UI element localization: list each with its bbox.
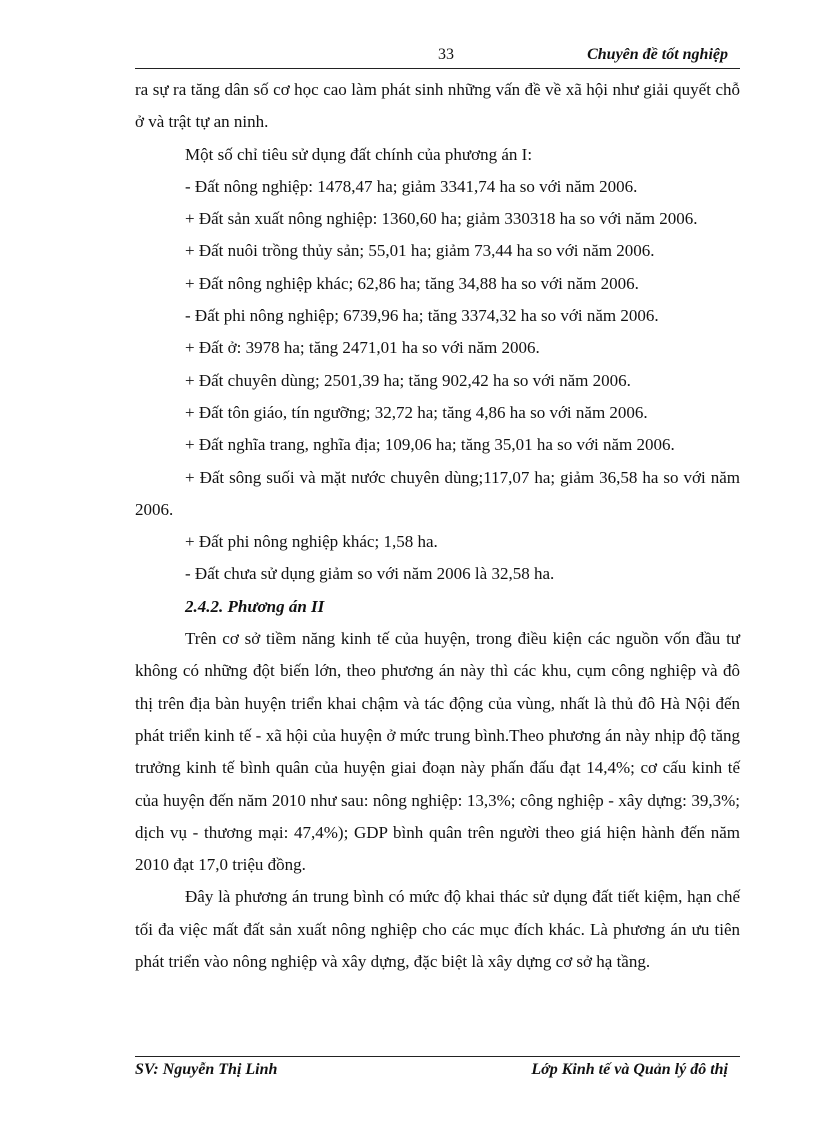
list-item: + Đất nuôi trồng thủy sản; 55,01 ha; giảm 73,44 ha so với năm 2006. (185, 241, 655, 261)
paragraph: ra sự ra tăng dân số cơ học cao làm phát sinh những vấn đề về xã hội như giải quyết chỗ ở và trật tự an ninh. (135, 80, 740, 132)
section-heading: 2.4.2. Phương án II (185, 596, 325, 616)
page-footer (135, 1056, 740, 1083)
list-item: + Đất sông suối và mặt nước chuyên dùng;117,07 ha; giảm 36,58 ha so với năm 2006. (135, 467, 740, 519)
paragraph: Một số chỉ tiêu sử dụng đất chính của phương án I: (185, 144, 533, 164)
page-header (135, 42, 740, 69)
list-item: + Đất chuyên dùng; 2501,39 ha; tăng 902,42 ha so với năm 2006. (185, 370, 631, 390)
header-title: Chuyên đề tốt nghiệp (587, 46, 728, 63)
list-item: + Đất nông nghiệp khác; 62,86 ha; tăng 34,88 ha so với năm 2006. (185, 273, 639, 293)
page-number: 33 (438, 46, 454, 63)
footer-class: Lớp Kinh tế và Quản lý đô thị (531, 1061, 728, 1078)
list-item: + Đất tôn giáo, tín ngưỡng; 32,72 ha; tăng 4,86 ha so với năm 2006. (185, 402, 648, 422)
list-item: + Đất sản xuất nông nghiệp: 1360,60 ha; giảm 330318 ha so với năm 2006. (185, 209, 698, 229)
list-item: + Đất nghĩa trang, nghĩa địa; 109,06 ha; tăng 35,01 ha so với năm 2006. (185, 435, 675, 455)
list-item: + Đất phi nông nghiệp khác; 1,58 ha. (185, 532, 438, 552)
list-item: - Đất chưa sử dụng giảm so với năm 2006 là 32,58 ha. (185, 564, 555, 584)
list-item: - Đất phi nông nghiệp; 6739,96 ha; tăng 3374,32 ha so với năm 2006. (185, 306, 659, 326)
footer-student: SV: Nguyễn Thị Linh (135, 1061, 278, 1078)
paragraph: Đây là phương án trung bình có mức độ khai thác sử dụng đất tiết kiệm, hạn chế tối đa việc mất đất sản xuất nông nghiệp cho các mục đích khác. Là phương án ưu tiên phát triển vào nông nghiệp và xây dựng, đặc biệt là xây dựng cơ sở hạ tầng. (135, 887, 740, 972)
document-body (135, 74, 740, 978)
list-item: + Đất ở: 3978 ha; tăng 2471,01 ha so với năm 2006. (185, 338, 540, 358)
paragraph: Trên cơ sở tiềm năng kinh tế của huyện, trong điều kiện các nguồn vốn đầu tư không có những đột biến lớn, theo phương án này thì các khu, cụm công nghiệp và đô thị trên địa bàn huyện triển khai chậm và tác động của vùng, nhất là thủ đô Hà Nội đến phát triển kinh tế - xã hội của huyện ở mức trung bình.Theo phương án này nhịp độ tăng trưởng kinh tế bình quân của huyện giai đoạn này phấn đấu đạt 14,4%; cơ cấu kinh tế của huyện đến năm 2010 như sau: nông nghiệp: 13,3%; công nghiệp - xây dựng: 39,3%; dịch vụ - thương mại: 47,4%); GDP bình quân trên người theo giá hiện hành đến năm 2010 đạt 17,0 triệu đồng. (135, 629, 740, 875)
list-item: - Đất nông nghiệp: 1478,47 ha; giảm 3341,74 ha so với năm 2006. (185, 176, 638, 196)
